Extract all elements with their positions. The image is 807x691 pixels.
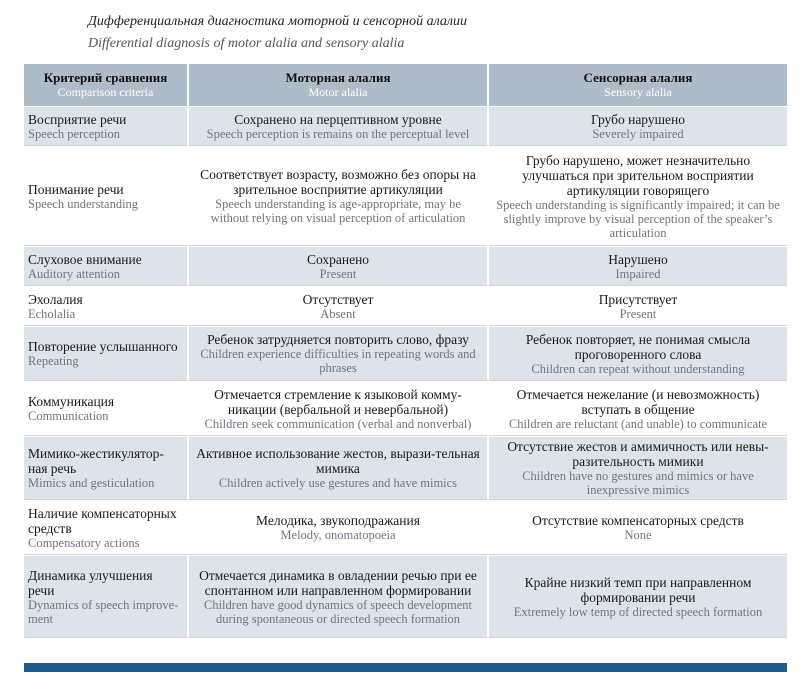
criterion-ru: Слуховое внимание <box>28 251 142 267</box>
motor-ru: Отсутствует <box>302 291 374 307</box>
table-row <box>24 500 787 555</box>
sensory-cell <box>489 326 787 381</box>
header-sensory-ru: Сенсорная алалия <box>583 70 693 85</box>
motor-en: Children seek communication (verbal and nonverbal) <box>204 416 472 431</box>
sensory-cell <box>489 381 787 436</box>
motor-cell <box>189 500 489 555</box>
criterion-ru: Наличие компенсаторных средств <box>28 505 177 536</box>
table-title-block <box>88 12 467 54</box>
criterion-ru: Повторение услышанного <box>28 339 178 354</box>
sensory-en: Children have no gestures and mimics or have inexpressive mimics <box>522 469 754 497</box>
sensory-ru: Грубо нарушено <box>591 111 685 127</box>
motor-cell <box>189 286 489 326</box>
table-row <box>24 246 787 286</box>
criterion-cell <box>24 106 189 146</box>
criterion-ru: Понимание речи <box>28 181 124 197</box>
sensory-cell <box>489 500 787 555</box>
sensory-ru: Отсутствие жестов и амимичность или невы-разительность мимики <box>507 439 769 469</box>
header-sensory-en: Sensory alalia <box>604 85 672 99</box>
motor-en: Speech understanding is age-appropriate, may be without relying on visual perception of articulation <box>210 197 466 225</box>
header-criterion <box>24 64 189 106</box>
criterion-en: Communication <box>28 409 109 423</box>
sensory-en: None <box>624 528 652 542</box>
sensory-ru: Отмечается нежелание (и невозможность) вступать в общение <box>516 386 760 417</box>
motor-en: Speech perception is remains on the perceptual level <box>206 126 470 141</box>
criterion-en: Speech understanding <box>28 196 139 211</box>
criterion-en: Echolalia <box>28 306 76 321</box>
sensory-cell <box>489 286 787 326</box>
criterion-en: Compensatory actions <box>28 535 140 550</box>
table-row <box>24 555 787 638</box>
criterion-ru: Мимико-жестикулятор-ная речь <box>28 446 164 476</box>
header-motor-ru: Моторная алалия <box>285 70 391 85</box>
header-criterion-ru: Критерий сравнения <box>43 70 168 85</box>
criterion-cell <box>24 436 189 500</box>
title-russian: Дифференциальная диагностика моторной и сенсорной алалии <box>88 14 467 29</box>
sensory-cell <box>489 106 787 146</box>
motor-cell <box>189 381 489 436</box>
motor-cell <box>189 436 489 500</box>
motor-cell <box>189 246 489 286</box>
criterion-en: Auditory attention <box>28 266 120 281</box>
motor-cell <box>189 326 489 381</box>
header-criterion-en: Comparison criteria <box>57 85 154 99</box>
motor-en: Children actively use gestures and have mimics <box>218 476 458 490</box>
motor-en: Children have good dynamics of speech development during spontaneous or directed speech formation <box>204 597 472 626</box>
criterion-ru: Восприятие речи <box>28 111 127 127</box>
sensory-ru: Грубо нарушено, может незначительно улучшаться при зрительном восприятии артикуляции говорящего <box>522 152 754 198</box>
criterion-ru: Эхолалия <box>28 291 83 307</box>
criterion-en: Dynamics of speech improve-ment <box>28 597 179 626</box>
sensory-ru: Крайне низкий темп при направленном формировании речи <box>524 574 752 605</box>
criterion-cell <box>24 381 189 436</box>
motor-en: Children experience difficulties in repeating words and phrases <box>200 347 476 375</box>
sensory-ru: Ребенок повторяет, не понимая смысла проговоренного слова <box>525 331 751 362</box>
sensory-en: Impaired <box>615 266 661 281</box>
criterion-en: Speech perception <box>28 126 120 141</box>
table-row <box>24 146 787 246</box>
sensory-cell <box>489 246 787 286</box>
criterion-en: Mimics and gesticulation <box>28 476 155 490</box>
sensory-en: Speech understanding is significantly impaired; it can be slightly improve by visual perception of the speaker’s articulation <box>496 197 780 240</box>
motor-cell <box>189 146 489 246</box>
motor-en: Present <box>319 266 357 281</box>
motor-ru: Отмечается стремление к языковой комму-никации (вербальной и невербальной) <box>214 386 462 417</box>
motor-ru: Сохранено на перцептивном уровне <box>234 111 442 127</box>
criterion-cell <box>24 326 189 381</box>
motor-en: Absent <box>320 306 356 321</box>
sensory-en: Children can repeat without understanding <box>531 361 745 376</box>
criterion-cell <box>24 555 189 638</box>
sensory-ru: Присутствует <box>598 291 678 307</box>
motor-ru: Сохранено <box>306 251 370 267</box>
motor-ru: Мелодика, звукоподражания <box>256 513 420 528</box>
table-row <box>24 106 787 146</box>
title-english: Differential diagnosis of motor alalia and sensory alalia <box>88 36 405 51</box>
sensory-cell <box>489 146 787 246</box>
motor-en: Melody, onomatopoeia <box>280 528 396 542</box>
table-row <box>24 381 787 436</box>
sensory-cell <box>489 555 787 638</box>
header-row <box>24 64 787 106</box>
motor-cell <box>189 555 489 638</box>
header-motor-en: Motor alalia <box>308 85 368 99</box>
motor-ru: Активное использование жестов, вырази-тельная мимика <box>196 446 480 476</box>
sensory-cell <box>489 436 787 500</box>
table-row <box>24 326 787 381</box>
sensory-en: Present <box>619 306 657 321</box>
criterion-cell <box>24 500 189 555</box>
motor-cell <box>189 106 489 146</box>
motor-ru: Соответствует возрасту, возможно без опоры на зрительное восприятие артикуляции <box>200 167 476 197</box>
table-row <box>24 436 787 500</box>
criterion-en: Repeating <box>28 354 79 368</box>
sensory-ru: Нарушено <box>608 251 668 267</box>
table-row <box>24 286 787 326</box>
bottom-divider-bar <box>24 663 787 672</box>
header-sensory <box>489 64 787 106</box>
sensory-en: Severely impaired <box>592 126 684 141</box>
criterion-ru: Динамика улучшения речи <box>28 567 153 598</box>
motor-ru: Отмечается динамика в овладении речью при ее спонтанном или направленном формировании <box>199 567 477 598</box>
criterion-ru: Коммуникация <box>28 394 115 409</box>
criterion-cell <box>24 286 189 326</box>
sensory-ru: Отсутствие компенсаторных средств <box>532 513 744 528</box>
header-motor <box>189 64 489 106</box>
criterion-cell <box>24 246 189 286</box>
sensory-en: Extremely low temp of directed speech formation <box>513 604 763 619</box>
motor-ru: Ребенок затрудняется повторить слово, фразу <box>207 332 469 347</box>
sensory-en: Children are reluctant (and unable) to communicate <box>508 416 768 431</box>
comparison-table <box>24 64 787 638</box>
criterion-cell <box>24 146 189 246</box>
